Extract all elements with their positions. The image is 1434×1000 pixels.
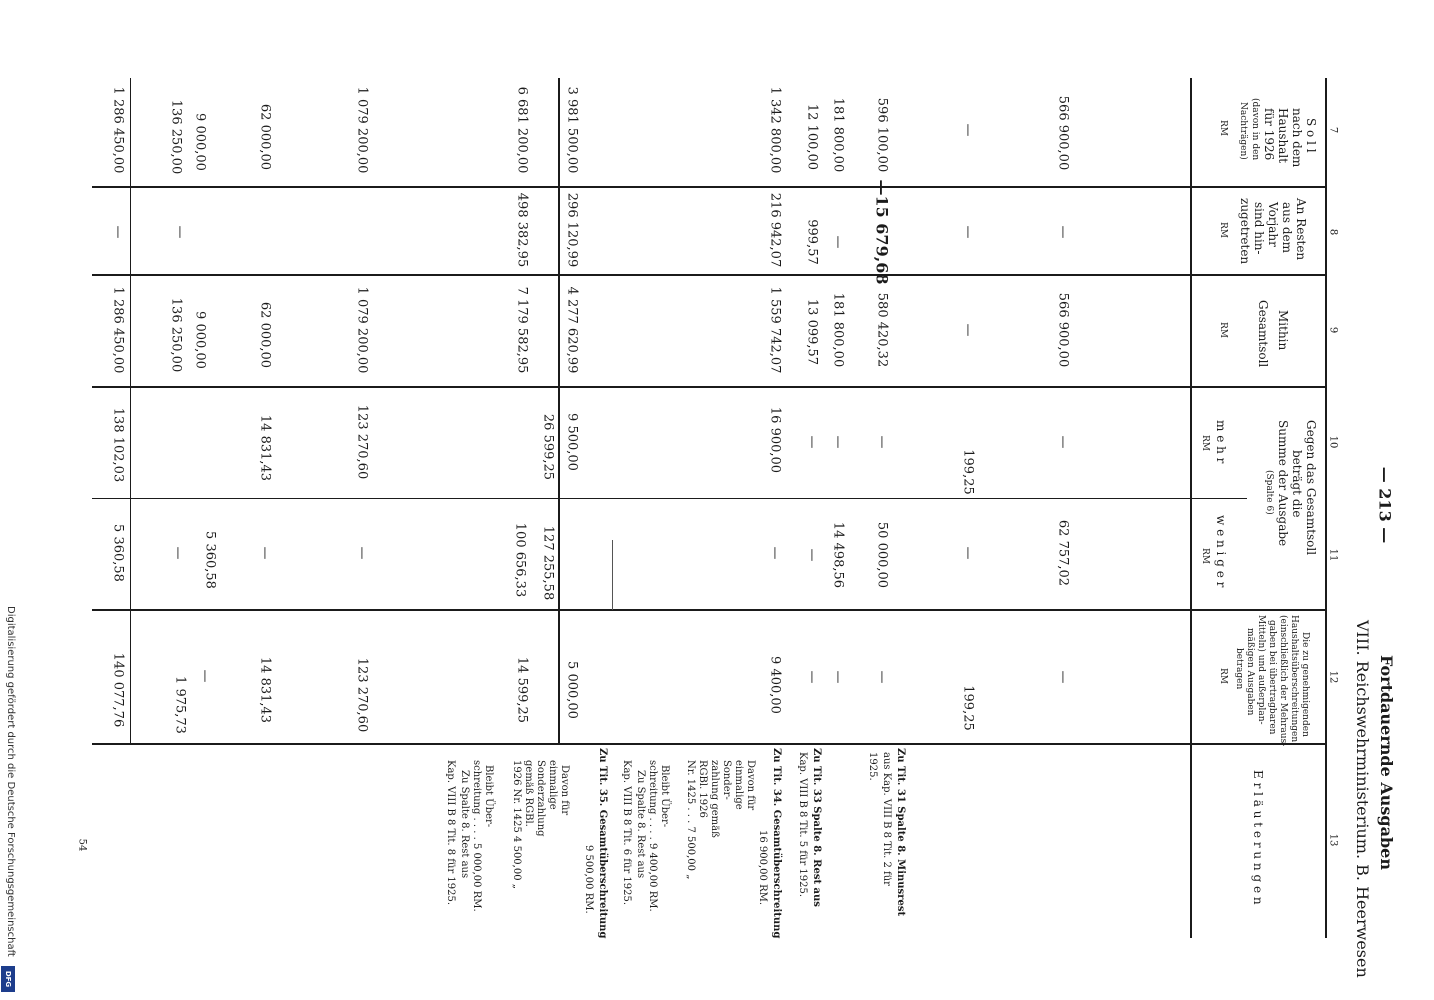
cell-c11: 50 000,00 [874,521,890,589]
col-num-12: 12 [1327,670,1339,684]
col-rule-10-11-head [1247,386,1325,387]
cell-c12: 123 270,60 [354,657,370,733]
note-line: Kap. VIII B 8 Tit. 5 für 1925. [797,752,808,898]
header-bottom-rule [1190,78,1192,938]
note-line: Bleibt Über- [659,765,670,828]
total-rule [130,78,131,743]
note-line: Zu Spalte 8. Rest aus [635,770,646,879]
subtotal-rule-2 [612,540,613,610]
cell-c10: 138 102,03 [110,407,126,483]
page-title: Fortdauernde Ausgaben [1377,655,1396,870]
cell-c11: — [804,548,820,562]
cell-c12: 5 000,00 [564,661,580,719]
col7-label-line: Haushalt [1276,108,1290,164]
col-rule-8-9 [92,274,1327,276]
col8-label-line: zugetreten [1238,198,1252,265]
cell-c10: — [874,435,890,449]
cell-c9: — [960,323,976,337]
cell-c8: — [1055,225,1071,239]
col12-label-line: gaben bei übertragbaren [1267,620,1277,735]
cell-c11: 5 360,58 [202,531,218,589]
cell-c9: 181 800,00 [830,292,846,368]
cell-c8: — [830,235,846,249]
cell-c9: 13 099,57 [804,298,820,366]
cell-c7: 6 681 200,00 [514,86,530,174]
cell-c8: — [110,225,126,239]
cell-c8: 296 120,99 [564,192,580,268]
col11-unit: RM [1200,548,1210,564]
page-folio: 54 [76,838,88,852]
col9-unit: RM [1218,322,1228,338]
note-line: Zu Tit. 33 Spalte 8. Rest aus [811,748,822,907]
cell-c10: — [804,435,820,449]
cell-c12: 1 975,73 [172,676,188,734]
cell-c9: 7 179 582,95 [514,286,530,374]
cell-c7: 12 100,00 [804,103,820,171]
col9-label-line: Gesamtsoll [1256,300,1270,368]
col-rule-10-11 [92,498,1247,499]
cell-c11: — [960,546,976,560]
cell-c11: 100 656,33 [512,522,528,598]
cell-c11: 127 255,58 [540,525,556,601]
cell-c7: 1 079 200,00 [354,86,370,174]
cell-c8: 498 382,95 [514,192,530,268]
cell-c8: — [172,225,188,239]
cell-c9: 1 286 450,00 [110,286,126,374]
note-line: Bleibt Über- [483,765,494,828]
col-num-13: 13 [1327,833,1339,847]
cell-c10: 14 831,43 [257,414,273,482]
col8-label-line: Vorjahr [1266,202,1280,247]
col13-label: E r l ä u t e r u n g e n [1251,770,1265,905]
table-top-rule [1325,78,1327,938]
cell-c8: 216 942,07 [767,192,783,268]
col10-label: m e h r [1214,420,1228,464]
cell-c12: 14 831,43 [257,656,273,724]
col7-label-line: für 1926 [1262,108,1276,161]
cell-c9: 580 420,32 [874,292,890,368]
cell-c7: 566 900,00 [1055,95,1071,171]
note-line: RGBl. 1926 [697,760,708,818]
note-line: Sonderzahlung [535,760,546,837]
cell-c12: — [804,670,820,684]
col-num-9: 9 [1327,326,1339,334]
col12-unit: RM [1218,668,1228,684]
cell-c11: — [257,546,273,560]
col8-label-line: sind hin- [1252,202,1266,255]
subtotal-rule-1 [558,78,560,743]
cell-c9: 4 277 620,99 [564,286,580,374]
col10-11-label-line: Gegen das Gesamtsoll [1304,420,1318,556]
col8-label-line: An Resten [1294,198,1308,261]
col-num-10: 10 [1327,435,1339,449]
cell-c12: 199,25 [960,685,976,731]
cell-c12: 140 077,76 [110,652,126,728]
note-line: 9 500,00 RM. [583,845,594,914]
cell-c11: — [170,546,186,560]
cell-c10: — [830,435,846,449]
col-num-7: 7 [1327,126,1339,134]
cell-c11: 5 360,58 [110,524,126,582]
note-line: Zu Spalte 8. Rest aus [459,770,470,879]
col10-11-label-line: beträgt die [1290,450,1304,518]
col-rule-7-8 [92,186,1327,188]
col-rule-11-12 [92,609,1327,611]
col7-label-line: nach dem [1290,108,1304,168]
note-line: Nr. 1425 . . . 7 500,00 „ [685,760,696,880]
cell-c11: 62 757,02 [1055,519,1071,587]
cell-c11: — [767,546,783,560]
note-line: Kap. VIII B 8 Tit. 6 für 1925. [621,760,632,906]
col7-label-line: (davon in den [1250,98,1260,161]
cell-c9: 62 000,00 [257,301,273,369]
cell-c10: 199,25 [960,449,976,495]
cell-c11: 14 498,56 [830,521,846,589]
dfg-logo: DFG [1,966,15,992]
cell-c8: 999,57 [804,219,820,265]
col12-label-line: Die zu genehmigenden [1300,632,1310,737]
col-num-11: 11 [1327,548,1339,562]
page-number: — 213 — [1375,466,1395,544]
cell-c7: 136 250,00 [168,99,184,175]
note-line: Kap. VIII B 8 Tit. 8 für 1925. [445,760,456,906]
cell-c12: — [197,669,213,683]
page-subtitle: VIII. Reichswehrministerium. B. Heerwesen [1353,620,1372,978]
note-line: einmalige [547,760,558,810]
cell-c12: — [874,670,890,684]
col9-label-line: Mithin [1276,310,1290,351]
cell-c8: — [960,225,976,239]
col-rule-12-13 [92,743,1327,745]
note-line: 1925. [867,752,878,781]
col-num-8: 8 [1327,228,1339,236]
col12-label-line: Haushaltsüberschreitungen [1289,615,1299,743]
note-line: Davon für [559,765,570,816]
col7-unit: RM [1218,120,1228,136]
col7-label-line: Nachträgen) [1238,102,1248,160]
cell-c7: 62 000,00 [257,103,273,171]
col10-unit: RM [1200,435,1210,451]
col11-label: w e n i g e r [1214,515,1228,588]
note-line: 1926 Nr. 1425 4 500,00 „ [511,760,522,889]
cell-c9: 1 559 742,07 [767,286,783,374]
cell-c7: 3 981 500,00 [564,86,580,174]
cell-c9: 136 250,00 [168,297,184,373]
cell-c7: 1 342 800,00 [767,86,783,174]
col10-11-label-line: Summe der Ausgabe [1276,420,1290,547]
cell-c7: 1 286 450,00 [110,86,126,174]
cell-c11: — [354,546,370,560]
cell-c9: 566 900,00 [1055,292,1071,368]
cell-c12: 9 400,00 [767,656,783,714]
note-line: schreitung . . . . 5 000,00 RM. [471,760,482,912]
note-line: Zu Tit. 34. Gesamtüberschreitung [771,748,782,939]
col12-label-line: Mitteln) und außerplan- [1256,615,1266,725]
col8-unit: RM [1218,222,1228,238]
col12-label-line: mäßigen Ausgaben [1245,628,1255,716]
col8-label-line: aus dem [1280,202,1294,254]
note-line: Sonder- [721,760,732,800]
note-line: 16 900,00 RM. [757,830,768,906]
cell-c12: 14 599,25 [514,656,530,724]
note-line: Zu Tit. 35. Gesamtüberschreitung [597,748,608,939]
cell-c9: 1 079 200,00 [354,286,370,374]
cell-c10: 9 500,00 [564,413,580,471]
cell-c12: — [830,670,846,684]
note-line: einmalige [733,760,744,810]
cell-c7: 596 100,00 [874,97,890,173]
col12-label-line: (einschließlich der Mehraus- [1278,615,1288,747]
cell-c7: 181 800,00 [830,97,846,173]
cell-c12: — [1055,670,1071,684]
note-line: Zu Tit. 31 Spalte 8. Minusrest [895,748,906,917]
col7-label-line: S o l l [1304,118,1318,153]
cell-c7: — [960,123,976,137]
note-line: gemäß RGBl. [523,760,534,827]
cell-c7: 9 000,00 [192,113,208,171]
note-line: zahlung gemäß [709,760,720,838]
note-line: schreitung . . . . 9 400,00 RM. [647,760,658,912]
cell-c10: 26 599,25 [540,413,556,481]
cell-c9: 9 000,00 [192,311,208,369]
col10-11-label-line: (Spalte 6) [1264,470,1274,515]
note-line: Davon für [745,760,756,811]
cell-c10: 123 270,60 [354,404,370,480]
cell-c10: — [1055,435,1071,449]
col12-label-line: betragen [1234,648,1244,690]
digitization-credit: Digitalisierung gefördert durch die Deutsche Forschungsgemeinschaft [5,606,16,957]
col-rule-9-10 [92,386,1327,388]
cell-c8: —15 679,68 [872,179,892,285]
note-line: aus Kap. VIII B 8 Tit. 2 für [881,752,892,886]
cell-c10: 16 900,00 [767,406,783,474]
